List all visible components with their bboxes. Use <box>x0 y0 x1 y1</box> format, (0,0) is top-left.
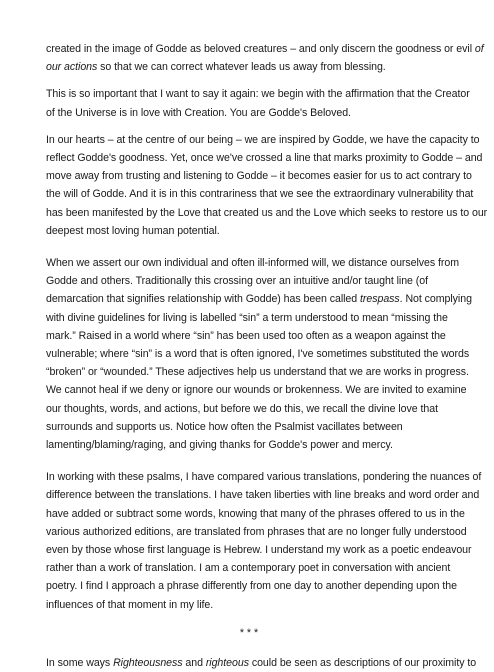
text-line: In some ways Righteousness and righteous could be seen as descriptions of our proximity to <box>46 656 477 669</box>
text-line: This is so important that I want to say it again: we begin with the affirmation that the Creator <box>46 88 470 101</box>
emphasis-text: of <box>474 43 484 55</box>
emphasis-text: righteous <box>205 656 249 669</box>
text-line: our thoughts, words, and actions, but before we do this, we recall the divine love that <box>46 402 438 415</box>
text-line: demarcation that signifies relationship with Godde) has been called trespass. Not complying <box>46 293 472 306</box>
text-line: created in the image of Godde as beloved creatures – and only discern the goodness or evil of <box>46 43 484 55</box>
text-line: of the Universe is in love with Creation. You are Godde's Beloved. <box>46 106 351 119</box>
text-line: lamenting/blaming/raging, and giving thanks for Godde's power and mercy. <box>46 439 393 452</box>
text-line: reflect Godde's goodness. Yet, once we've crossed a line that marks proximity to Godde – and <box>46 152 483 165</box>
emphasis-text: trespass <box>360 293 400 306</box>
text-line: In our hearts – at the centre of our being – we are inspired by Godde, we have the capacity to <box>46 133 480 146</box>
text-line: surrounds and supports us. Notice how often the Psalmist vacillates between <box>46 420 403 433</box>
text-line: influences of that moment in my life. <box>46 598 214 611</box>
text-line: has been manifested by the Love that created us and the Love which seeks to restore us to our <box>46 206 488 219</box>
text-line: rather than a work of translation. I am a contemporary poet in conversation with ancient <box>46 562 451 575</box>
text-line: difference between the translations. I have taken liberties with line breaks and word order and <box>46 489 480 502</box>
paragraph <box>46 254 472 454</box>
emphasis-text: our actions <box>46 61 98 74</box>
text-line: various authorized editions, are translated from phrases that are no longer fully understood <box>46 525 467 538</box>
text-line: even by those whose first language is Hebrew. I understand my work as a poetic endeavour <box>46 544 472 557</box>
text-line: We cannot heal if we deny or ignore our wounds or brokenness. We are invited to examine <box>46 384 467 397</box>
emphasis-text: Righteousness <box>113 656 183 669</box>
text-line: When we assert our own individual and often ill-informed will, we distance ourselves from <box>46 257 460 270</box>
text-line: with divine guidelines for living is labelled “sin” a term understood to mean “missing the <box>46 311 448 324</box>
paragraph <box>46 468 482 614</box>
text-line: In working with these psalms, I have compared various translations, pondering the nuances of <box>46 471 482 484</box>
paragraph <box>46 131 488 240</box>
section-separator: * * * <box>239 626 259 639</box>
text-line: deepest most loving human potential. <box>46 224 220 237</box>
text-line: our actions so that we can correct whatever leads us away from blessing. <box>46 61 386 74</box>
text-line: mark.” Raised in a world where “sin” has been used too often as a weapon against the <box>46 329 446 342</box>
paragraph <box>46 654 477 672</box>
text-line: have added or subtract some words, knowing that many of the phrases offered to us in the <box>46 507 465 520</box>
text-line: the will of Godde. And it is in this contrariness that we see the extraordinary vulnerability that <box>46 188 474 201</box>
text-line: move away from trusting and listening to Godde – it becomes easier for us to act contrary to <box>46 170 472 183</box>
text-line: poetry. I find I approach a phrase differently from one day to another depending upon the <box>46 580 457 593</box>
paragraph <box>46 40 484 76</box>
text-line: vulnerable; where “sin” is a word that is often ignored, I've sometimes substituted the words <box>46 348 470 361</box>
paragraph <box>46 85 470 121</box>
text-line: Godde and others. Traditionally this crossing over an intuitive and/or taught line (of <box>46 275 429 288</box>
text-line: “broken” or “wounded.” These adjectives help us understand that we are works in progress. <box>46 366 469 379</box>
